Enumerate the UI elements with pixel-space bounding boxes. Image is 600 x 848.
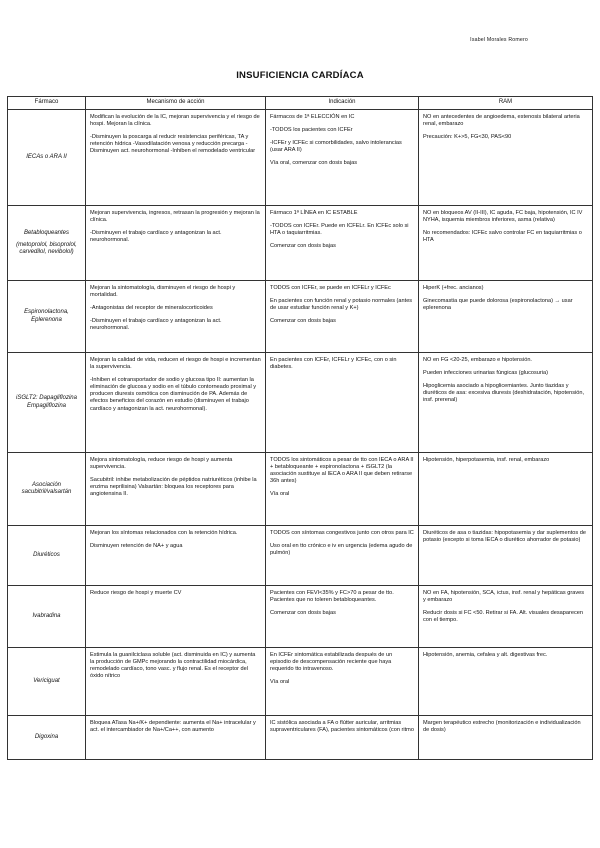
header-indication: Indicación xyxy=(266,97,419,110)
mechanism-cell xyxy=(86,110,266,206)
adverse-reactions-cell xyxy=(419,716,593,760)
mechanism-paragraph: -Disminuyen la poscarga al reducir resistencias periféricas, TA y retención hídrica -Vasodilatación venosa y reducción precarga -Disminuyen act. neurohormonal -Inhiben el remodelado ventricular xyxy=(90,134,256,155)
indication-paragraph: Comenzar con dosis bajas xyxy=(270,243,336,250)
adverse-reactions-cell xyxy=(419,648,593,716)
table-row xyxy=(8,716,593,760)
drug-name: IECAs o ARA II xyxy=(26,153,67,160)
drug-name-cell xyxy=(8,526,86,586)
mechanism-paragraph: Bloquea ATasa Na+/K+ dependiente: aumenta el Na+ intracelular y act. el intercambiador de Na+/Ca++, con aumento xyxy=(90,720,256,734)
header-mechanism: Mecanismo de acción xyxy=(86,97,266,110)
mechanism-cell xyxy=(86,206,266,281)
indication-paragraph: -ICFEr y ICFEc si comorbilidades, salvo intolerancias (usar ARA II) xyxy=(270,140,402,154)
indication-paragraph: En ICFEr sintomática estabilizada después de un episodio de descompensación reciente que haya requerido tto intravenoso. xyxy=(270,652,393,673)
drug-name: Espironolactona, Eplerenona xyxy=(24,309,69,323)
adverse-reaction-paragraph: Precaución: K+>5, FG<30, PAS<90 xyxy=(423,134,512,141)
mechanism-paragraph: Mejora sintomatología, reduce riesgo de hospi y aumenta supervivencia. xyxy=(90,457,233,471)
adverse-reaction-paragraph: Diuréticos de asa o tiazidas: hipopotasemia y dar suplementos de potasio (excepto si toma IECA o diurético ahorrador de potasio) xyxy=(423,530,586,544)
mechanism-paragraph: Modifican la evolución de la IC, mejoran supervivencia y el riesgo de hospi. Mejoran la clínica. xyxy=(90,114,260,128)
indication-cell xyxy=(266,206,419,281)
adverse-reaction-paragraph: No recomendados: ICFEc salvo controlar FC en taquiarritmias o HTA xyxy=(423,230,582,244)
indication-cell xyxy=(266,453,419,526)
mechanism-paragraph: Disminuyen retención de NA+ y agua xyxy=(90,543,183,550)
mechanism-paragraph: Mejoran la sintomatología, disminuyen el riesgo de hospi y mortalidad. xyxy=(90,285,236,299)
table-row xyxy=(8,353,593,453)
mechanism-cell xyxy=(86,453,266,526)
table-row xyxy=(8,586,593,648)
drug-name: Vericiguat xyxy=(33,677,60,684)
adverse-reaction-paragraph: NO en antecedentes de angioedema, estenosis bilateral arteria renal, embarazo xyxy=(423,114,580,128)
indication-paragraph: Comenzar con dosis bajas xyxy=(270,318,336,325)
drug-table xyxy=(7,96,593,760)
drug-name: Betabloqueantes xyxy=(23,229,70,236)
header-drug: Fármaco xyxy=(8,97,86,110)
mechanism-paragraph: Estimula la guanilciclasa soluble (act. disminuida en IC) y aumenta la producción de GMPc mejorando la contractilidad miocárdica, remodelado cardíaco, tono vasc. y flujo renal. Es el receptor del óxido nítrico xyxy=(90,652,256,680)
adverse-reaction-paragraph: NO en FG <20-25, embarazo e hipotensión. xyxy=(423,357,532,363)
drug-examples: (metoprolol, bisoprolol, carvedilol, nevibolol) xyxy=(16,241,77,256)
mechanism-paragraph: -Disminuyen el trabajo cardíaco y antagonizan la act. neurohormonal. xyxy=(90,230,222,244)
table-row xyxy=(8,453,593,526)
adverse-reaction-paragraph: Pueden infecciones urinarias fúngicas (glucosuria) xyxy=(423,370,548,377)
indication-paragraph: -TODOS los pacientes con ICFEr xyxy=(270,127,353,134)
adverse-reaction-paragraph: Ginecomastia que puede dolorosa (espironolactona) → usar eplerenona xyxy=(423,298,573,312)
adverse-reaction-paragraph: Hipoglicemia asociado a hipoglicemiantes. Junto tiazidas y diuréticos de asa: excesiva diuresis (deshidratación, hipotensión, insf. prerenal) xyxy=(423,383,585,404)
adverse-reaction-paragraph: Hipotensión, anemia, cefalea y alt. digestivas frec. xyxy=(423,652,548,658)
drug-name: iSGLT2: Dapagliflozina Empagliflozina xyxy=(16,395,77,409)
adverse-reaction-paragraph: NO en bloqueos AV (II-III), IC aguda, FC baja, hipotensión, IC IV NYHA, isquemia miembros inferiores, asma (relativa) xyxy=(423,210,583,224)
indication-cell xyxy=(266,110,419,206)
mechanism-cell xyxy=(86,353,266,453)
indication-paragraph: Uso oral en tto crónico e iv en urgencia (edema agudo de pulmón) xyxy=(270,543,413,557)
adverse-reaction-paragraph: Margen terapéutico estrecho (monitorización e individualización de dosis) xyxy=(423,720,581,734)
drug-name-cell xyxy=(8,586,86,648)
table-header-row xyxy=(8,97,593,110)
header-adverse-reactions: RAM xyxy=(419,97,593,110)
indication-paragraph: Pacientes con FEVI<35% y FC>70 a pesar de tto. Pacientes que no toleren betabloqueantes. xyxy=(270,590,394,604)
table-row xyxy=(8,648,593,716)
drug-name-cell xyxy=(8,353,86,453)
adverse-reactions-cell xyxy=(419,586,593,648)
indication-paragraph: Fármacos de 1ª ELECCIÓN en IC xyxy=(270,114,355,120)
indication-paragraph: -TODOS con ICFEr. Puede en ICFELr. En ICFEc solo si HTA o taquiarritmias. xyxy=(270,223,409,237)
indication-paragraph: Fármaco 1ª LÍNEA en IC ESTABLE xyxy=(270,210,358,216)
adverse-reaction-paragraph: Hipotensión, hiperpotasemia, insf. renal, embarazo xyxy=(423,457,550,463)
document-title: INSUFICIENCIA CARDÍACA xyxy=(236,70,364,81)
drug-name-cell xyxy=(8,110,86,206)
indication-paragraph: En pacientes con función renal y potasio normales (antes de usar estudiar función renal y K+) xyxy=(270,298,413,312)
mechanism-cell xyxy=(86,648,266,716)
drug-name-cell xyxy=(8,206,86,281)
table-row xyxy=(8,281,593,353)
mechanism-paragraph: Mejoran la calidad de vida, reducen el riesgo de hospi e incrementan la supervivencia. xyxy=(90,357,261,371)
adverse-reactions-cell xyxy=(419,110,593,206)
mechanism-cell xyxy=(86,281,266,353)
mechanism-cell xyxy=(86,716,266,760)
mechanism-paragraph: Mejoran supervivencia, ingresos, retrasan la progresión y mejoran la clínica. xyxy=(90,210,260,224)
indication-paragraph: Comenzar con dosis bajas xyxy=(270,610,336,617)
drug-name: Ivabradina xyxy=(32,612,61,619)
adverse-reactions-cell xyxy=(419,206,593,281)
indication-cell xyxy=(266,716,419,760)
table-row xyxy=(8,526,593,586)
mechanism-paragraph: Reduce riesgo de hospi y muerte CV xyxy=(90,590,182,596)
indication-cell xyxy=(266,353,419,453)
indication-paragraph: Vía oral xyxy=(270,679,290,686)
adverse-reactions-cell xyxy=(419,526,593,586)
adverse-reactions-cell xyxy=(419,281,593,353)
drug-name-cell xyxy=(8,453,86,526)
adverse-reaction-paragraph: HiperK (+frec. ancianos) xyxy=(423,285,484,291)
indication-paragraph: TODOS con ICFEr, se puede en ICFELr y ICFEc xyxy=(270,285,391,291)
indication-cell xyxy=(266,586,419,648)
indication-paragraph: TODOS con síntomas congestivos junto con otros para IC xyxy=(270,530,414,536)
adverse-reactions-cell xyxy=(419,453,593,526)
indication-cell xyxy=(266,281,419,353)
drug-name: Digoxina xyxy=(34,733,59,740)
mechanism-cell xyxy=(86,586,266,648)
indication-paragraph: Vía oral xyxy=(270,491,290,498)
mechanism-paragraph: Mejoran los síntomas relacionados con la retención hídrica. xyxy=(90,530,238,536)
adverse-reaction-paragraph: NO en FA, hipotensión, SCA, ictus, insf. renal y hepáticas graves y embarazo xyxy=(423,590,585,604)
indication-cell xyxy=(266,526,419,586)
drug-name: Asociación sacubitril/valsartán xyxy=(21,481,72,495)
drug-name-cell xyxy=(8,281,86,353)
indication-paragraph: IC sistólica asociada a FA o flútter auricular, arritmias supraventriculares (FA), pacientes sintomáticos (con ritmo xyxy=(270,720,414,734)
adverse-reaction-paragraph: Reducir dosis si FC <50. Retirar si FA. Alt. visuales desaparecen con el tiempo. xyxy=(423,610,583,624)
indication-paragraph: En pacientes con ICFEr, ICFELr y ICFEc, con o sin diabetes. xyxy=(270,357,397,371)
table-row xyxy=(8,206,593,281)
adverse-reactions-cell xyxy=(419,353,593,453)
mechanism-paragraph: -Antagonistas del receptor de mineralocorticoides xyxy=(90,305,213,312)
mechanism-paragraph: -Inhiben el cotransportador de sodio y glucosa tipo II: aumentan la eliminación de glucosa y sodio en el túbulo contorneado proximal y producen diuresis osmótica con disminución de PA. Además de efectos beneficios del corazón en estudio (disminuyen el trabajo cardíaco y antagonizan la act. neurohormonal). xyxy=(90,377,257,412)
indication-paragraph: TODOS los sintomáticos a pesar de tto con IECA o ARA II + betabloqueante + espironolactona + iSGLT2 (la asociación sustituye al IECA o ARA II que deben retirarse 36h antes) xyxy=(270,457,414,485)
drug-name-cell xyxy=(8,648,86,716)
author-name: Isabel Morales Romero xyxy=(470,37,528,43)
mechanism-paragraph: Sacubitril: inhibe metabolización de péptidos natriuréticos (inhibe la enzima neprilisina) Valsartán: bloquea los receptores para angiotensina II. xyxy=(90,477,257,498)
drug-name: Diuréticos xyxy=(33,551,60,558)
table-row xyxy=(8,110,593,206)
indication-cell xyxy=(266,648,419,716)
mechanism-cell xyxy=(86,526,266,586)
mechanism-paragraph: -Disminuyen el trabajo cardíaco y antagonizan la act. neurohormonal. xyxy=(90,318,222,332)
indication-paragraph: Vía oral, comenzar con dosis bajas xyxy=(270,160,358,167)
drug-name-cell xyxy=(8,716,86,760)
